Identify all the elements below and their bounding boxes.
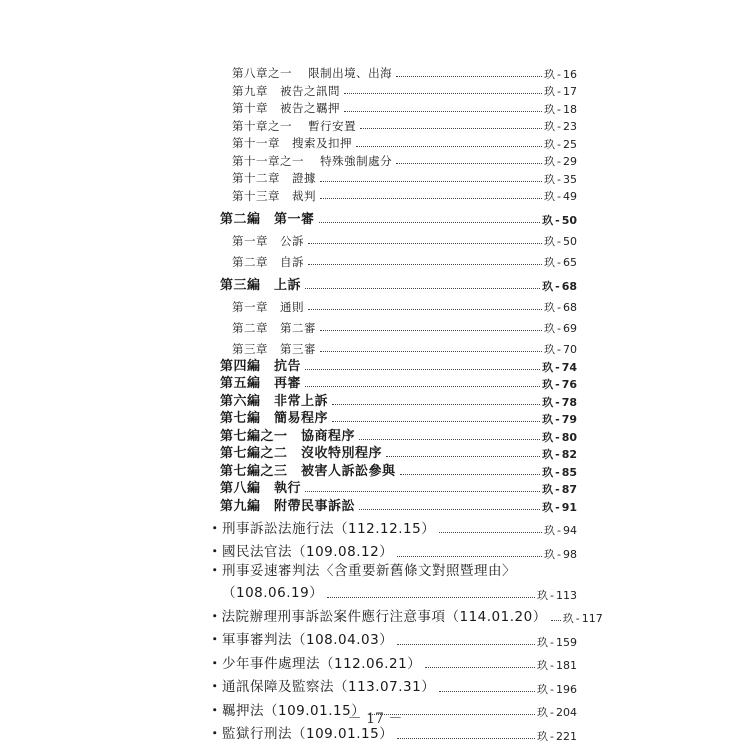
- toc-entry-title: 法院辦理刑事訴訟案件應行注意事項（114.01.20）: [221, 608, 547, 625]
- dot-leader: [356, 146, 542, 147]
- chapter-entry: [0, 115, 750, 133]
- volume-marker: 玖: [544, 547, 556, 561]
- part-entry: [0, 478, 750, 496]
- page-number-ref: 70: [563, 343, 577, 356]
- volume-marker: 玖: [542, 430, 554, 444]
- toc-entry-title: 少年事件處理法（112.06.21）: [222, 655, 422, 672]
- separator: -: [555, 360, 560, 374]
- toc-entry-title: 羈押法（109.01.15）: [222, 702, 366, 719]
- separator: -: [555, 395, 560, 409]
- dot-leader: [305, 491, 540, 492]
- dot-leader: [320, 198, 542, 199]
- dot-leader: [551, 620, 561, 621]
- toc-entry-title: 第四編 抗告: [220, 358, 302, 374]
- separator: -: [550, 659, 554, 672]
- dot-leader: [308, 243, 542, 244]
- page-number-ref: 221: [556, 729, 577, 743]
- page-reference: [542, 414, 577, 425]
- toc-entry-title: 第三編 上訴: [220, 278, 302, 293]
- separator: -: [575, 612, 580, 625]
- volume-marker: 玖: [544, 301, 556, 314]
- bullet-marker: ・: [208, 632, 222, 648]
- toc-entry-title: 刑事訴訟法施行法（112.12.15）: [222, 520, 436, 537]
- bullet-marker: ・: [208, 702, 222, 719]
- page-reference: [542, 467, 577, 478]
- volume-marker: 玖: [544, 120, 556, 133]
- toc-entry-title: 刑事妥速審判法〈含重要新舊條文對照暨理由〉: [222, 563, 516, 579]
- chapter-entry: [0, 334, 750, 355]
- separator: -: [557, 547, 561, 561]
- page-number-ref: 68: [561, 280, 577, 293]
- part-entry: [0, 408, 750, 426]
- page-reference: [544, 191, 577, 202]
- page-reference: [544, 121, 577, 132]
- separator: -: [555, 465, 560, 479]
- page-reference: [542, 484, 577, 495]
- volume-marker: 玖: [542, 280, 554, 293]
- toc-entry-title: 第二章 自訴: [232, 254, 304, 269]
- volume-marker: 玖: [544, 67, 556, 81]
- toc-entry-title: 第十二章 證據: [232, 171, 316, 185]
- volume-marker: 玖: [537, 706, 549, 719]
- toc-entry-title: （108.06.19）: [222, 585, 324, 601]
- page-number-ref: 113: [556, 588, 577, 602]
- toc-entry-title: 第十章 被告之羈押: [232, 101, 340, 115]
- dot-leader: [344, 111, 542, 112]
- bullet-marker: ・: [208, 679, 222, 695]
- page-number-ref: 82: [561, 448, 577, 461]
- chapter-entry: [0, 62, 750, 80]
- page-reference: [537, 660, 577, 671]
- dot-leader: [360, 128, 542, 129]
- volume-marker: 玖: [537, 659, 549, 672]
- page-number-ref: 50: [561, 214, 577, 227]
- volume-marker: 玖: [542, 214, 554, 227]
- page-reference: [542, 215, 577, 226]
- toc-entry-title: 第七編之三 被害人訴訟參與: [220, 463, 396, 479]
- page-number-ref: 35: [563, 172, 577, 186]
- volume-marker: 玖: [544, 85, 556, 98]
- volume-marker: 玖: [544, 524, 556, 537]
- toc-entry-title: 國民法官法（109.08.12）: [222, 544, 394, 560]
- page-reference: [537, 637, 577, 648]
- volume-marker: 玖: [544, 256, 556, 269]
- page-number-ref: 23: [563, 120, 577, 133]
- page-reference: [544, 69, 577, 80]
- separator: -: [555, 280, 560, 293]
- page-number-ref: 65: [563, 256, 577, 269]
- dot-leader: [320, 330, 542, 331]
- separator: -: [555, 413, 560, 426]
- dot-leader: [332, 421, 540, 422]
- separator: -: [555, 500, 560, 514]
- toc-entry-title: 第七編之一 協商程序: [220, 428, 356, 444]
- bullet-marker: ・: [208, 563, 222, 579]
- volume-marker: 玖: [542, 448, 554, 461]
- toc-entry-title: 第十一章之一 特殊強制處分: [232, 153, 393, 168]
- page-reference: [544, 174, 577, 185]
- volume-marker: 玖: [544, 235, 556, 248]
- chapter-entry: [0, 80, 750, 98]
- chapter-entry: [0, 150, 750, 168]
- dot-leader: [305, 288, 540, 289]
- separator: -: [557, 137, 561, 151]
- volume-marker: 玖: [537, 682, 549, 696]
- bullet-marker: ・: [208, 544, 222, 560]
- separator: -: [550, 588, 554, 602]
- page-reference: [542, 379, 577, 390]
- page-number-ref: 50: [563, 235, 577, 248]
- page-number-ref: 76: [561, 378, 577, 391]
- separator: -: [557, 343, 561, 356]
- separator: -: [550, 729, 554, 743]
- page-number-ref: 204: [556, 706, 577, 719]
- page-number-ref: 94: [563, 524, 577, 537]
- toc-entry-title: 第七編 簡易程序: [220, 411, 329, 426]
- page-number-ref: 117: [581, 612, 603, 625]
- chapter-entry: [0, 132, 750, 150]
- page-number-ref: 16: [563, 67, 577, 81]
- separator: -: [557, 524, 561, 537]
- page-reference: [542, 281, 577, 292]
- dot-leader: [308, 264, 542, 265]
- law-entry: [0, 536, 750, 560]
- part-entry: [0, 390, 750, 408]
- separator: -: [557, 190, 561, 203]
- part-entry: [0, 355, 750, 373]
- part-entry: [0, 268, 750, 292]
- toc-entry-title: 第八章之一 限制出境、出海: [232, 66, 393, 80]
- volume-marker: 玖: [544, 137, 556, 151]
- page-reference: [537, 731, 577, 742]
- page-number-ref: 80: [561, 430, 577, 444]
- volume-marker: 玖: [544, 172, 556, 186]
- toc-entry-title: 第三章 第三審: [232, 341, 316, 356]
- separator: -: [550, 635, 554, 649]
- dot-leader: [397, 738, 535, 739]
- chapter-entry: [0, 292, 750, 313]
- law-entry: [0, 601, 750, 625]
- page-reference: [544, 139, 577, 150]
- page-reference: [537, 684, 577, 695]
- page-reference: [542, 449, 577, 460]
- dot-leader: [396, 76, 542, 77]
- page-reference: [544, 156, 577, 167]
- volume-marker: 玖: [542, 395, 554, 409]
- page-reference: [544, 86, 577, 97]
- page-number-ref: 181: [556, 659, 577, 672]
- chapter-entry: [0, 313, 750, 334]
- page-number-ref: 17: [563, 85, 577, 98]
- dot-leader: [308, 309, 542, 310]
- page-number-ref: 85: [561, 465, 577, 479]
- separator: -: [557, 256, 561, 269]
- page-reference: [544, 104, 577, 115]
- separator: -: [557, 301, 561, 314]
- chapter-entry: [0, 226, 750, 247]
- page-reference: [544, 549, 577, 560]
- page-number-ref: 159: [556, 635, 577, 649]
- page-reference: [542, 432, 577, 443]
- toc-entry-title: 第九章 被告之訊問: [232, 83, 340, 98]
- bullet-marker: ・: [208, 520, 222, 537]
- page-number-ref: 78: [561, 395, 577, 409]
- volume-marker: 玖: [562, 612, 574, 625]
- law-entry: [0, 624, 750, 648]
- dot-leader: [396, 163, 542, 164]
- table-of-contents: [0, 62, 750, 742]
- separator: -: [555, 214, 560, 227]
- separator: -: [555, 448, 560, 461]
- toc-entry-title: 第八編 執行: [220, 481, 302, 496]
- toc-entry-title: 第十三章 裁判: [232, 188, 316, 203]
- toc-entry-title: 第一章 公訴: [232, 233, 304, 248]
- page-reference: [544, 323, 577, 334]
- volume-marker: 玖: [537, 588, 549, 602]
- page-number-ref: 74: [561, 360, 577, 374]
- page-number-ref: 25: [563, 137, 577, 151]
- chapter-entry: [0, 185, 750, 203]
- separator: -: [557, 172, 561, 186]
- page-number-ref: 79: [561, 413, 577, 426]
- toc-entry-title: 第七編之二 沒收特別程序: [220, 446, 383, 461]
- dot-leader: [397, 556, 542, 557]
- bullet-marker: ・: [208, 726, 222, 742]
- dot-leader: [386, 456, 540, 457]
- dot-leader: [327, 597, 535, 598]
- separator: -: [550, 682, 554, 696]
- page-reference: [544, 236, 577, 247]
- part-entry: [0, 202, 750, 226]
- separator: -: [557, 102, 561, 116]
- page-number-ref: 87: [561, 483, 577, 496]
- page-number-ref: 29: [563, 155, 577, 168]
- bullet-marker: ・: [208, 655, 222, 672]
- page-reference: [544, 344, 577, 355]
- page-number-ref: 68: [563, 301, 577, 314]
- dot-leader: [439, 691, 535, 692]
- volume-marker: 玖: [542, 413, 554, 426]
- page-number-ref: 69: [563, 322, 577, 335]
- part-entry: [0, 425, 750, 443]
- toc-entry-title: 第十一章 搜索及扣押: [232, 136, 352, 150]
- separator: -: [557, 120, 561, 133]
- toc-entry-title: 第六編 非常上訴: [220, 393, 329, 409]
- separator: -: [557, 85, 561, 98]
- page-reference: [544, 257, 577, 268]
- toc-entry-title: 第九編 附帶民事訴訟: [220, 498, 356, 514]
- volume-marker: 玖: [544, 190, 556, 203]
- toc-entry-title: 通訊保障及監察法（113.07.31）: [222, 679, 436, 695]
- chapter-entry: [0, 247, 750, 268]
- part-entry: [0, 373, 750, 391]
- law-entry: [0, 560, 750, 579]
- page-reference: [537, 590, 577, 601]
- part-entry: [0, 443, 750, 461]
- page-reference: [542, 362, 577, 373]
- separator: -: [555, 430, 560, 444]
- toc-entry-title: 第一章 通則: [232, 299, 304, 314]
- dot-leader: [332, 404, 540, 405]
- dot-leader: [425, 667, 535, 668]
- toc-entry-title: 第五編 再審: [220, 376, 302, 391]
- dot-leader: [320, 351, 542, 352]
- dot-leader: [320, 181, 542, 182]
- volume-marker: 玖: [542, 465, 554, 479]
- page-number-ref: 49: [563, 190, 577, 203]
- volume-marker: 玖: [544, 343, 556, 356]
- dot-leader: [359, 439, 540, 440]
- toc-entry-title: 軍事審判法（108.04.03）: [222, 632, 394, 648]
- separator: -: [557, 235, 561, 248]
- toc-entry-title: 第十章之一 暫行安置: [232, 118, 357, 133]
- dot-leader: [305, 386, 540, 387]
- page-number: － 17 －: [347, 711, 403, 727]
- toc-entry-title: 監獄行刑法（109.01.15）: [222, 726, 394, 742]
- dot-leader: [319, 222, 541, 223]
- page-number-ref: 196: [556, 682, 577, 696]
- dot-leader: [359, 509, 540, 510]
- separator: -: [550, 706, 554, 719]
- law-entry: [0, 648, 750, 672]
- volume-marker: 玖: [537, 635, 549, 649]
- page-number-ref: 98: [563, 547, 577, 561]
- page-reference: [542, 502, 577, 513]
- page-number-ref: 91: [561, 500, 577, 514]
- part-entry: [0, 495, 750, 513]
- law-entry: [0, 671, 750, 695]
- separator: -: [557, 155, 561, 168]
- dot-leader: [305, 369, 540, 370]
- volume-marker: 玖: [542, 500, 554, 514]
- dot-leader: [400, 474, 541, 475]
- bullet-marker: ・: [208, 608, 222, 625]
- page-reference: [542, 397, 577, 408]
- law-entry: [0, 513, 750, 537]
- separator: -: [555, 378, 560, 391]
- volume-marker: 玖: [544, 102, 556, 116]
- volume-marker: 玖: [542, 360, 554, 374]
- dot-leader: [344, 93, 542, 94]
- page-reference: [544, 302, 577, 313]
- separator: -: [557, 67, 561, 81]
- volume-marker: 玖: [542, 378, 554, 391]
- separator: -: [555, 483, 560, 496]
- chapter-entry: [0, 97, 750, 115]
- toc-entry-title: 第二章 第二審: [232, 320, 316, 335]
- toc-entry-title: 第二編 第一審: [220, 212, 315, 227]
- law-entry-continuation: [0, 579, 750, 601]
- page-reference: [544, 525, 577, 536]
- volume-marker: 玖: [544, 322, 556, 335]
- separator: -: [557, 322, 561, 335]
- dot-leader: [439, 532, 542, 533]
- volume-marker: 玖: [537, 729, 549, 743]
- page-number-ref: 18: [563, 102, 577, 116]
- volume-marker: 玖: [542, 483, 554, 496]
- volume-marker: 玖: [544, 155, 556, 168]
- part-entry: [0, 460, 750, 478]
- dot-leader: [397, 644, 535, 645]
- page-reference: [563, 613, 603, 624]
- chapter-entry: [0, 167, 750, 185]
